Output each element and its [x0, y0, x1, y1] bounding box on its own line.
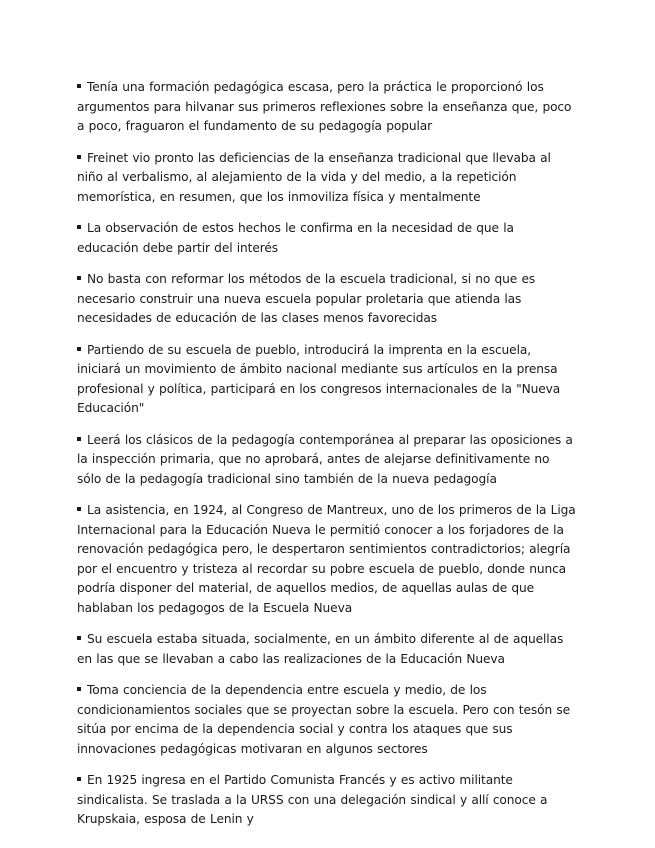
bullet-item	[77, 681, 577, 759]
bullet-text: Toma conciencia de la dependencia entre escuela y medio, de los condicionamientos sociales que se proyectan sobre la escuela. Pero con tesón se sitúa por encima de la dependencia social y contra los ataques que sus innovaciones pedagógicas motivaran en algunos sectores	[77, 683, 571, 756]
bullet-marker	[77, 687, 81, 691]
bullet-marker	[77, 507, 81, 511]
bullet-text: No basta con reformar los métodos de la escuela tradicional, si no que es necesario construir una nueva escuela popular proletaria que atienda las necesidades de educación de las clases menos favorecidas	[77, 272, 536, 325]
bullet-item	[77, 431, 577, 490]
bullet-text: Freinet vio pronto las deficiencias de la enseñanza tradicional que llevaba al niño al verbalismo, al alejamiento de la vida y del medio, a la repetición memorística, en resumen, que los inmoviliza física y mentalmente	[77, 150, 551, 204]
bullet-item	[77, 270, 577, 329]
document-body	[77, 78, 577, 842]
bullet-marker	[77, 636, 81, 640]
bullet-item	[77, 501, 577, 618]
bullet-marker	[77, 84, 81, 88]
bullet-text: La asistencia, en 1924, al Congreso de Mantreux, uno de los primeros de la Liga Internacional para la Educación Nueva le permitió conocer a los forjadores de la renovación pedagógica pero, le despertaron sentimientos contradictorios; alegría por el encuentro y tristeza al recordar su pobre escuela de pueblo, donde nunca podría disponer del material, de aquellos medios, de aquellas aulas de que hablaban los pedagogos de la Escuela Nueva	[77, 503, 576, 615]
bullet-text: La observación de estos hechos le confirma en la necesidad de que la educación debe partir del interés	[77, 221, 514, 255]
bullet-marker	[77, 347, 81, 351]
bullet-item	[77, 219, 577, 258]
bullet-text: En 1925 ingresa en el Partido Comunista Francés y es activo militante sindicalista. Se traslada a la URSS con una delegación sindical y allí conoce a Krupskaia, esposa de Lenin y	[77, 773, 548, 826]
bullet-item	[77, 341, 577, 419]
bullet-text: Partiendo de su escuela de pueblo, introducirá la imprenta en la escuela, iniciará un movimiento de ámbito nacional mediante sus artículos en la prensa profesional y política, participará en los congresos internacionales de la "Nueva Educación"	[77, 342, 561, 415]
bullet-marker	[77, 155, 81, 159]
bullet-text: Tenía una formación pedagógica escasa, pero la práctica le proporcionó los argumentos para hilvanar sus primeros reflexiones sobre la enseñanza que, poco a poco, fraguaron el fundamento de su pedagogía popular	[77, 80, 572, 133]
bullet-marker	[77, 276, 81, 280]
bullet-item	[77, 630, 577, 669]
bullet-item	[77, 149, 577, 208]
bullet-text: Su escuela estaba situada, socialmente, en un ámbito diferente al de aquellas en las que se llevaban a cabo las realizaciones de la Educación Nueva	[77, 632, 564, 666]
bullet-text: Leerá los clásicos de la pedagogía contemporánea al preparar las oposiciones a la inspección primaria, que no aprobará, antes de alejarse definitivamente no sólo de la pedagogía tradicional sino también de la nueva pedagogía	[77, 432, 573, 486]
bullet-item	[77, 771, 577, 830]
bullet-marker	[77, 437, 81, 441]
bullet-marker	[77, 225, 81, 229]
bullet-item	[77, 78, 577, 137]
bullet-marker	[77, 777, 81, 781]
